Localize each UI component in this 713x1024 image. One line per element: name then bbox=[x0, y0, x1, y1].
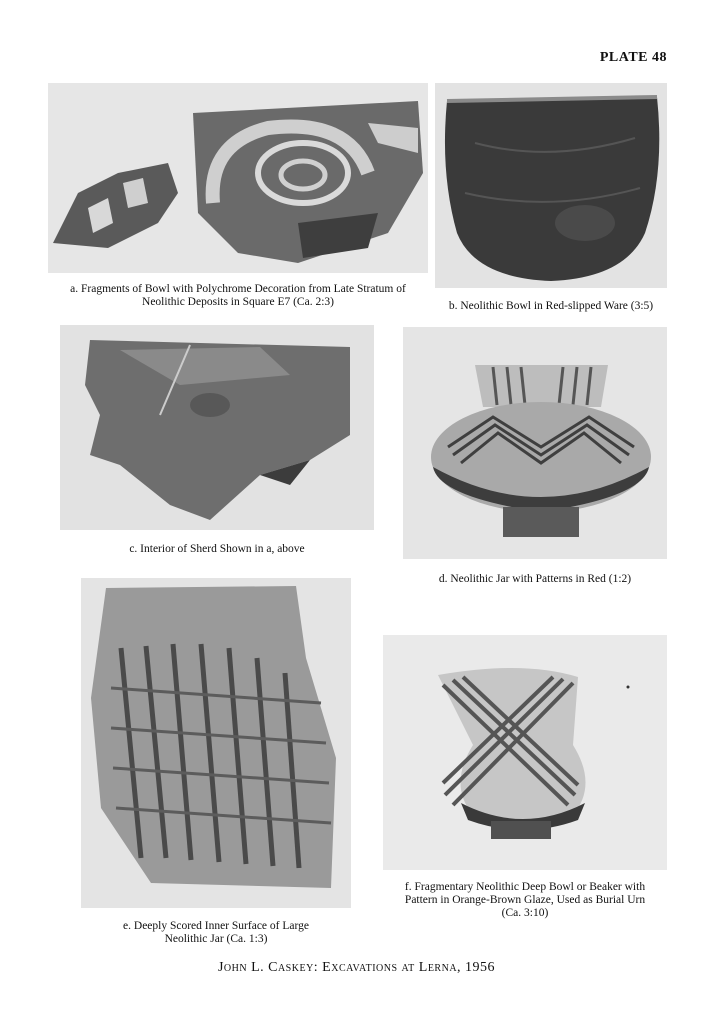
caption-f-line1: f. Fragmentary Neolithic Deep Bowl or Beaker with bbox=[404, 881, 646, 893]
neolithic-jar-image bbox=[403, 327, 667, 559]
caption-b-line1: b. Neolithic Bowl in Red-slipped Ware (3:5) bbox=[448, 300, 654, 312]
scored-jar-surface-image bbox=[81, 578, 351, 908]
photo-f-deep-bowl bbox=[383, 635, 667, 870]
caption-b bbox=[435, 300, 667, 313]
caption-a-line2: Neolithic Deposits in Square E7 (Ca. 2:3) bbox=[142, 296, 334, 308]
plate-number: PLATE 48 bbox=[599, 50, 667, 65]
deep-bowl-image bbox=[383, 635, 667, 870]
caption-c bbox=[60, 543, 374, 556]
caption-f-line2: Pattern in Orange-Brown Glaze, Used as Burial Urn bbox=[404, 894, 646, 906]
caption-e-line2: Neolithic Jar (Ca. 1:3) bbox=[164, 933, 268, 945]
photo-a-bowl-fragments bbox=[48, 83, 428, 273]
photo-e-scored-jar-surface bbox=[81, 578, 351, 908]
photo-d-neolithic-jar bbox=[403, 327, 667, 559]
bowl-fragments-image bbox=[48, 83, 428, 273]
sherd-interior-image bbox=[60, 325, 374, 530]
caption-a bbox=[48, 283, 428, 309]
neolithic-bowl-image bbox=[435, 83, 667, 288]
caption-e-line1: e. Deeply Scored Inner Surface of Large bbox=[123, 920, 309, 932]
caption-f bbox=[383, 881, 667, 920]
caption-e bbox=[81, 920, 351, 946]
caption-f-line3: (Ca. 3:10) bbox=[501, 907, 549, 919]
caption-a-line1: a. Fragments of Bowl with Polychrome Decoration from Late Stratum of bbox=[70, 283, 406, 295]
photo-c-sherd-interior bbox=[60, 325, 374, 530]
caption-d bbox=[403, 573, 667, 586]
page-footer: John L. Caskey: Excavations at Lerna, 1956 bbox=[217, 960, 496, 975]
photo-b-neolithic-bowl bbox=[435, 83, 667, 288]
caption-c-line1: c. Interior of Sherd Shown in a, above bbox=[129, 543, 305, 555]
caption-d-line1: d. Neolithic Jar with Patterns in Red (1:2) bbox=[438, 573, 632, 585]
